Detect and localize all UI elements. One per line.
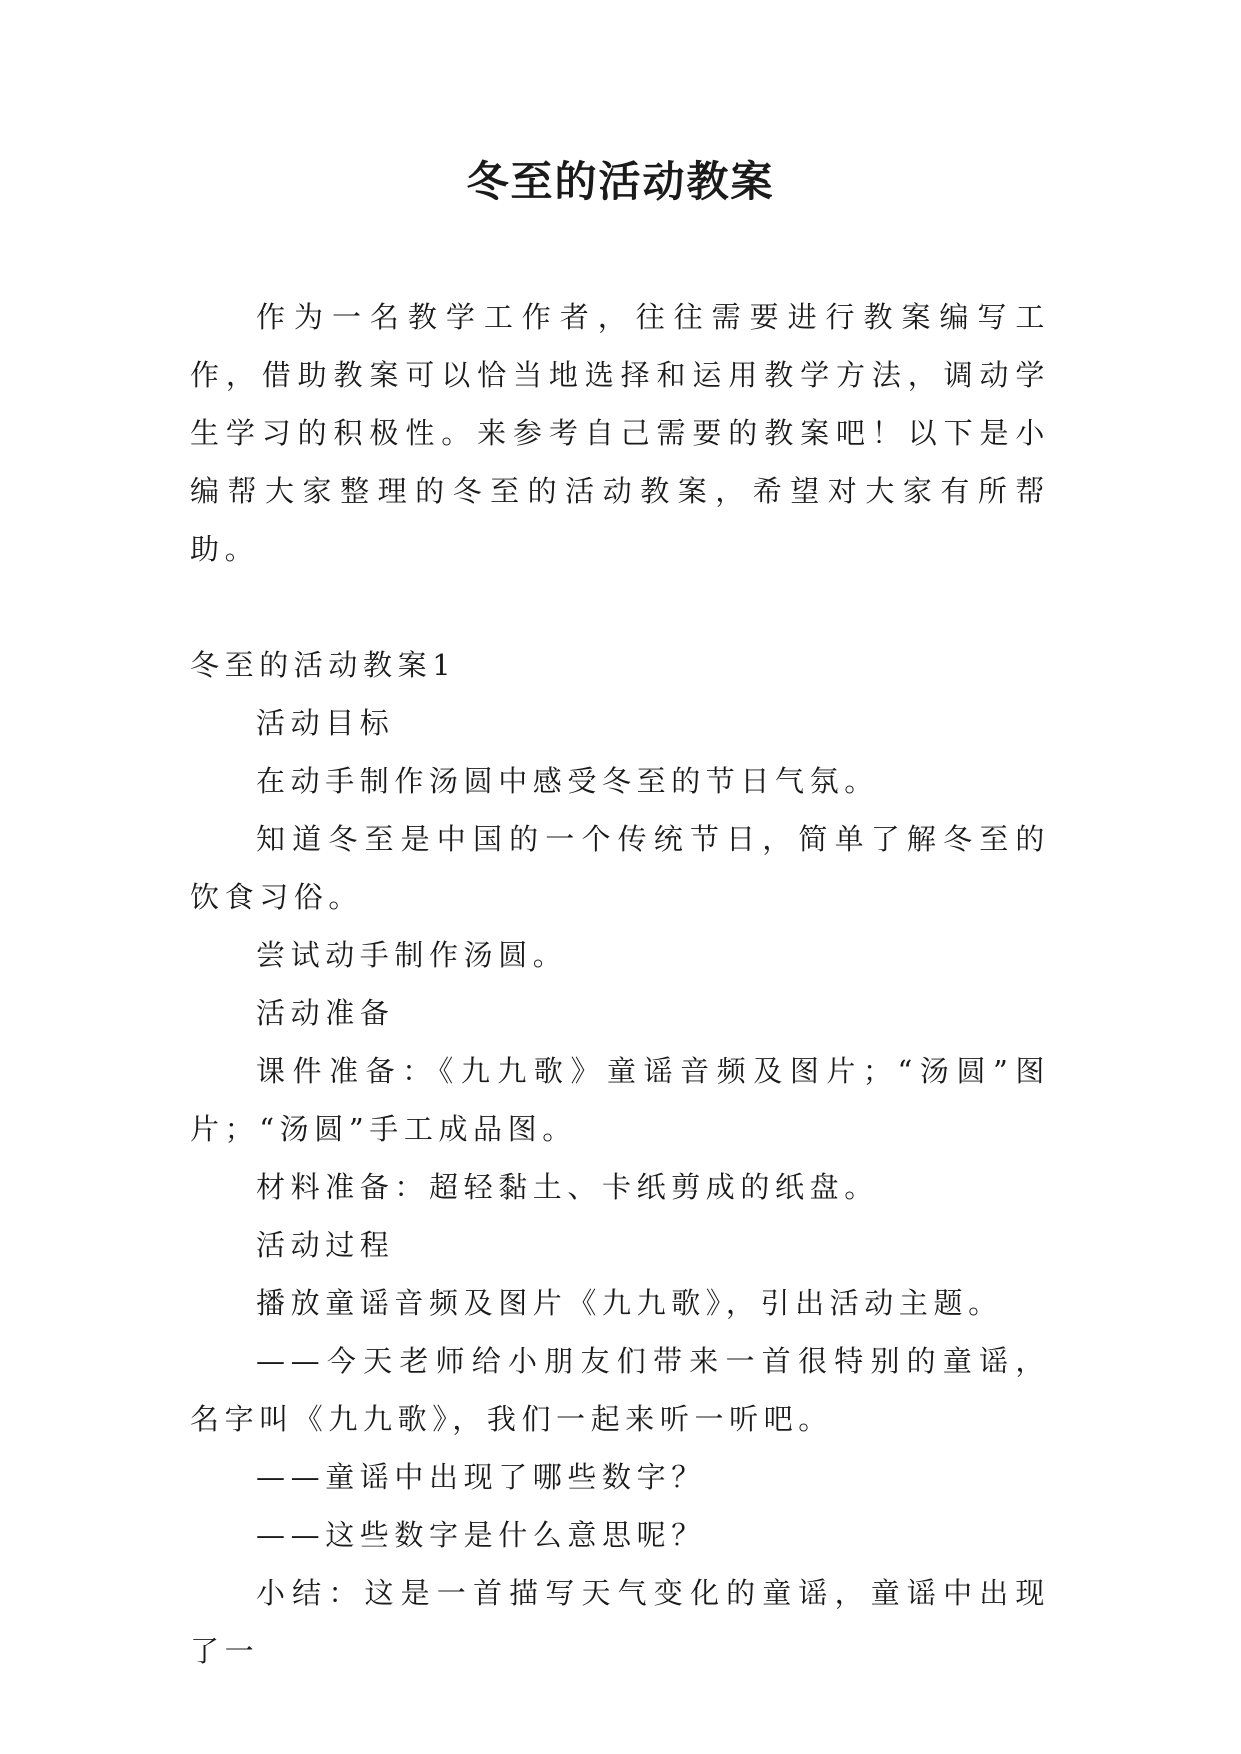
section-heading: 冬至的活动教案1 [190,648,457,682]
paragraph: 播放童谣音频及图片《九九歌》，引出活动主题。 [256,1286,1003,1320]
paragraph-activity-process: 活动过程 [256,1228,395,1262]
intro-paragraph: 作为一名教学工作者，往往需要进行教案编写工作，借助教案可以恰当地选择和运用教学方法，调动学生学习的积极性。来参考自己需要的教案吧！以下是小编帮大家整理的冬至的活动教案，希望对大家有所帮助。 [190,300,1050,566]
paragraph: 材料准备：超轻黏土、卡纸剪成的纸盘。 [256,1170,879,1204]
paragraph: 知道冬至是中国的一个传统节日，简单了解冬至的饮食习俗。 [190,822,1050,914]
document-title: 冬至的活动教案 [466,157,775,206]
paragraph: ——今天老师给小朋友们带来一首很特别的童谣，名字叫《九九歌》，我们一起来听一听吧。 [190,1344,1050,1436]
paragraph: 在动手制作汤圆中感受冬至的节日气氛。 [256,764,879,798]
paragraph-activity-preparation: 活动准备 [256,996,395,1030]
paragraph: ——这些数字是什么意思呢？ [256,1518,706,1552]
paragraph: 课件准备：《九九歌》童谣音频及图片；“汤圆”图片；“汤圆”手工成品图。 [190,1054,1050,1146]
paragraph-activity-goals: 活动目标 [256,706,395,740]
document-body [190,288,1050,1680]
paragraph: ——童谣中出现了哪些数字？ [256,1460,706,1494]
paragraph: 尝试动手制作汤圆。 [256,938,568,972]
paragraph: 小结：这是一首描写天气变化的童谣，童谣中出现了一 [190,1576,1050,1668]
